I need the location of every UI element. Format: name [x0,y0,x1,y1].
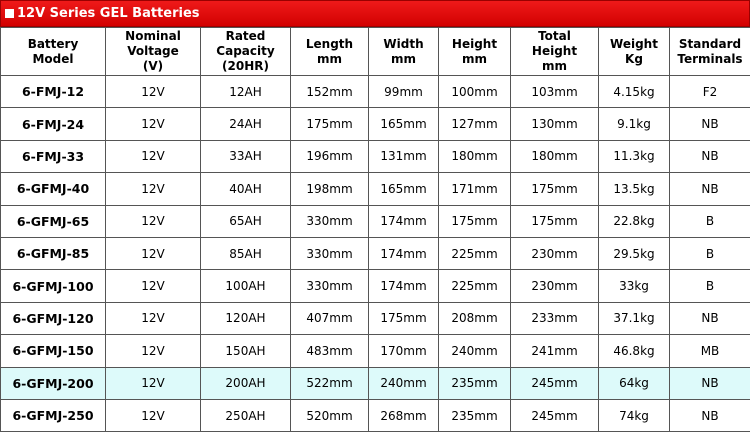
column-header [369,28,439,76]
table-row [1,76,750,108]
table-cell: 12V [106,76,201,108]
column-header [106,28,201,76]
table-row [1,270,750,302]
column-header-line: mm [316,51,342,66]
table-cell: 74kg [599,399,670,431]
table-cell: 120AH [201,302,291,334]
table-cell: NB [670,399,750,431]
table-cell: 240mm [439,335,511,367]
table-body [1,76,750,432]
table-cell: 29.5kg [599,237,670,269]
table-cell: NB [670,302,750,334]
table-cell: 208mm [439,302,511,334]
column-header-line: Rated [225,29,266,43]
table-cell: 12V [106,399,201,431]
table-cell: 235mm [439,399,511,431]
table-cell: 33AH [201,140,291,172]
table-cell: 175mm [511,205,599,237]
table-cell: 4.15kg [599,76,670,108]
table-row [1,335,750,367]
battery-model-cell: 6-GFMJ-120 [1,302,106,334]
column-header [511,28,599,76]
column-header-line: Width [383,36,424,51]
table-row [1,173,750,205]
table-cell: F2 [670,76,750,108]
table-cell: NB [670,173,750,205]
table-cell: 12V [106,140,201,172]
battery-model-cell: 6-FMJ-24 [1,108,106,140]
column-header-line: Height [531,44,578,58]
table-cell: 165mm [369,108,439,140]
table-cell: 225mm [439,237,511,269]
column-header [291,28,369,76]
table-cell: 127mm [439,108,511,140]
battery-model-cell: 6-FMJ-33 [1,140,106,172]
column-header-line: Capacity [216,44,275,58]
table-cell: 22.8kg [599,205,670,237]
table-cell: 12AH [201,76,291,108]
table-cell: 330mm [291,270,369,302]
table-cell: 180mm [511,140,599,172]
header-row [1,28,750,76]
battery-model-cell: 6-GFMJ-85 [1,237,106,269]
table-cell: 240mm [369,367,439,399]
table-cell: 33kg [599,270,670,302]
table-cell: 175mm [369,302,439,334]
table-cell: 407mm [291,302,369,334]
table-cell: 85AH [201,237,291,269]
battery-model-cell: 6-GFMJ-65 [1,205,106,237]
table-cell: 12V [106,302,201,334]
table-cell: 65AH [201,205,291,237]
table-cell: NB [670,367,750,399]
battery-model-cell: 6-GFMJ-40 [1,173,106,205]
column-header [599,28,670,76]
table-cell: 131mm [369,140,439,172]
table-cell: 100mm [439,76,511,108]
table-cell: B [670,237,750,269]
table-cell: 268mm [369,399,439,431]
battery-spec-table [0,27,750,432]
column-header-line: mm [390,51,416,66]
table-cell: 522mm [291,367,369,399]
table-cell: 170mm [369,335,439,367]
column-header-line: Length [305,36,354,51]
table-cell: NB [670,108,750,140]
table-cell: 235mm [439,367,511,399]
table-cell: 241mm [511,335,599,367]
table-cell: 245mm [511,367,599,399]
battery-model-cell: 6-GFMJ-250 [1,399,106,431]
battery-model-cell: 6-GFMJ-100 [1,270,106,302]
table-cell: 520mm [291,399,369,431]
table-row [1,302,750,334]
column-header-line: (V) [142,59,164,73]
table-cell: 245mm [511,399,599,431]
column-header [201,28,291,76]
column-header [670,28,750,76]
table-cell: 330mm [291,205,369,237]
table-cell: 12V [106,335,201,367]
table-row [1,108,750,140]
table-cell: 100AH [201,270,291,302]
table-cell: 180mm [439,140,511,172]
table-cell: 175mm [291,108,369,140]
table-cell: 165mm [369,173,439,205]
table-cell: B [670,205,750,237]
table-row [1,237,750,269]
column-header-line: Height [451,36,498,51]
table-cell: NB [670,140,750,172]
column-header-line: Model [32,51,74,66]
table-cell: 12V [106,108,201,140]
table-cell: 230mm [511,270,599,302]
column-header [439,28,511,76]
table-cell: 46.8kg [599,335,670,367]
table-cell: 171mm [439,173,511,205]
table-cell: 233mm [511,302,599,334]
table-cell: 9.1kg [599,108,670,140]
table-cell: MB [670,335,750,367]
table-cell: 40AH [201,173,291,205]
table-cell: 24AH [201,108,291,140]
column-header-line: Battery [27,36,79,51]
table-cell: 152mm [291,76,369,108]
column-header-line: mm [541,59,567,73]
column-header [1,28,106,76]
table-row [1,205,750,237]
table-cell: 175mm [439,205,511,237]
table-cell: 230mm [511,237,599,269]
column-header-line: Weight [610,36,658,51]
table-cell: 130mm [511,108,599,140]
table-cell: 198mm [291,173,369,205]
column-header-line: Kg [625,51,643,66]
table-cell: 174mm [369,237,439,269]
table-cell: 103mm [511,76,599,108]
square-bullet-icon [5,9,14,18]
table-cell: B [670,270,750,302]
table-cell: 483mm [291,335,369,367]
table-cell: 330mm [291,237,369,269]
table-cell: 150AH [201,335,291,367]
table-cell: 225mm [439,270,511,302]
table-cell: 12V [106,173,201,205]
battery-model-cell: 6-GFMJ-150 [1,335,106,367]
table-cell: 12V [106,205,201,237]
table-cell: 200AH [201,367,291,399]
table-cell: 175mm [511,173,599,205]
table-cell: 37.1kg [599,302,670,334]
table-row [1,399,750,431]
column-header-line: Nominal [125,29,181,43]
table-cell: 12V [106,270,201,302]
table-cell: 11.3kg [599,140,670,172]
column-header-line: Voltage [127,44,179,58]
table-cell: 250AH [201,399,291,431]
table-cell: 174mm [369,205,439,237]
column-header-line: (20HR) [222,59,269,73]
table-cell: 64kg [599,367,670,399]
table-row [1,367,750,399]
table-title: 12V Series GEL Batteries [17,6,200,21]
table-title-bar [0,0,750,27]
table-cell: 12V [106,367,201,399]
table-cell: 13.5kg [599,173,670,205]
column-header-line: Terminals [677,51,743,66]
table-cell: 174mm [369,270,439,302]
column-header-line: mm [461,51,487,66]
column-header-line: Standard [678,36,742,51]
battery-model-cell: 6-GFMJ-200 [1,367,106,399]
battery-model-cell: 6-FMJ-12 [1,76,106,108]
table-row [1,140,750,172]
table-cell: 99mm [369,76,439,108]
table-cell: 12V [106,237,201,269]
table-cell: 196mm [291,140,369,172]
column-header-line: Total [538,29,571,43]
